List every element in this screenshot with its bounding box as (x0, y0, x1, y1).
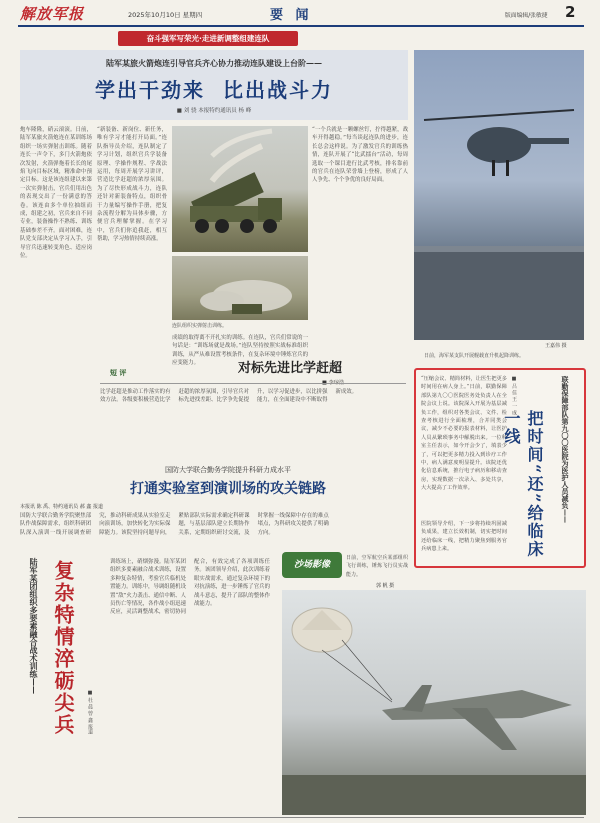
helicopter-photo-credit: 王嘉伟 摄 (545, 343, 567, 349)
commentary-body: 比学赶超是推动工作落实的有效方法。各级要积极营造比学赶超的浓厚氛围，引导官兵对标先进找差距、比学争先促提升，以学习促进步，以比拼强能力，在全面建设中不断取得新成效。 (100, 389, 358, 404)
issue-date: 2025年10月10日 星期四 (128, 11, 203, 19)
section-title: 要 闻 (270, 8, 313, 23)
photo-feature-badge-text: 沙场影像 (293, 560, 330, 570)
boxed-story (414, 368, 586, 568)
sidebar-story-headline: 复杂特情淬砺尖兵 (51, 560, 75, 736)
jet-landing-photo (282, 590, 586, 815)
commentary-rule (100, 383, 406, 384)
lead-photo-caption: 连队组织实弹射击训练。 (172, 323, 228, 329)
sidebar-story-byline: ■ 杜 晨 曾 鑫 报道 (87, 690, 93, 734)
sidebar-story-unit: 陆军某团组织多要素融合战术训练—— (29, 558, 39, 694)
lead-subtitle: 陆军某旅火箭炮连引导官兵齐心协力推动连队建设上台阶—— (106, 58, 322, 68)
launch-smoke-illustration (172, 256, 308, 320)
lead-col-4: 成绩的取得离不开扎实的训练。在连队，官兵们常说的一句话是：“训练场就是战场。”连队坚持按照实战标准组织训练，从严从难设置考核条件，在复杂环境中锤炼官兵的应变能力。 (172, 335, 308, 367)
header-rule (18, 25, 584, 27)
photo-feature-caption: 日前，空军航空兵某部组织飞行训练，锤炼飞行员实战能力。 (346, 555, 408, 578)
lead-story-header (20, 50, 408, 120)
lab-subtitle: 国防大学联合勤务学院提升科研力成水平 (165, 466, 291, 474)
lab-title: 打通实验室到演训场的攻关链路 (130, 481, 326, 497)
theme-banner (118, 31, 298, 46)
jet-illustration (282, 590, 586, 815)
page-number: 2 (565, 3, 576, 21)
commentary-title: 对标先进比学赶超 (238, 361, 343, 376)
helicopter-photo (414, 50, 584, 340)
lab-body: 国防大学联合勤务学院聚焦部队作战保障需求，组织科研团队深入演训一线开展调查研究，推动科研成果从实验室走向演训场，加快转化为实际保障能力。该院坚持问题导向，紧贴部队实际需求确定科研课题，与基层部队建立长期协作关系，定期组织研讨交流，及时掌握一线保障中存在的难点堵点，为科研攻关提供了明确方向。 (20, 513, 329, 536)
lead-title: 学出干劲来 比出战斗力 (95, 78, 333, 102)
lead-byline: ■ 刘 骁 本报特约通讯员 杨 峰 (176, 108, 252, 114)
photo-feature-credit: 郭 帆 摄 (376, 583, 395, 589)
bottom-article-body: 训练场上，硝烟弥漫。陆军某团组织多要素融合战术训练，设置多种复杂特情，考验官兵临机处置能力。训练中，导调组随机设置“敌”火力袭击、通信中断、人员伤亡等情况，各作战小组迅速反应，灵活调整战术，密切协同配合，有效完成了各项训练任务。该团领导介绍，此次训练着眼实战需求，通过复杂环境下的对抗演练，进一步锤炼了官兵的战斗意志，提升了部队的整体作战能力。 (110, 559, 270, 616)
commentary-tag-box (110, 360, 146, 377)
rocket-launcher-illustration (172, 126, 308, 252)
theme-banner-text: 奋斗强军写荣光·走进新调整组建连队 (146, 34, 270, 43)
boxed-story-byline: ■ 吕 佳 王 一 成 (511, 376, 517, 415)
photo-feature-badge (282, 552, 342, 578)
bottom-rule (18, 817, 584, 818)
paper-name: 解放军报 (20, 5, 85, 23)
boxed-story-body-2: 医院领导介绍，下一步将持续巩固减负成果，建立长效机制，切实把时间还给临床一线，把精力聚焦到服务官兵病患上来。 (421, 521, 507, 553)
rocket-launcher-photo (172, 126, 308, 252)
commentary-tag: 短 评 (110, 368, 127, 377)
helicopter-photo-caption: 日前，海军某支队开展舰载直升机起降训练。 (424, 353, 525, 359)
launch-photo (172, 256, 308, 320)
boxed-story-headline: 把时间“还”给临床一线 (502, 410, 544, 559)
boxed-story-body: “压缩会议、精简材料，让医生把更多时间用在病人身上。”日前，联勤保障部队第九〇〇医院医务处负责人在全院会议上说。该院深入开展为基层减负工作，组织对各类会议、文件、检查考核进行全面梳理，合并同类会议，减少不必要的报表材料，让医护人员从繁琐事务中解脱出来。一位科室主任表示，如今开会少了，填表少了，可以把更多精力投入到诊疗工作中，病人满意度明显提升。该院还优化信息系统，推行电子病历和移动查房，实现数据一次录入、多处共享，大大提高了工作效率。 (421, 376, 507, 492)
lab-byline: 本报讯 陈 禹、特约通讯员 郝 鑫 报道 (20, 504, 103, 510)
lead-col-1: 炮车隆隆，硝云滚滚。日前，陆军某旅火箭炮连在某训练场组织一场实弹射击训练。随着连长一声令下，多门火箭炮依次发射，火箭弹拖着长长的尾焰飞向目标区域，精准命中预定目标。这是该连组建以来第一次实弹射击，官兵们用出色的表现交出了一份满意的答卷。该连由多个单位抽组而成，组建之初，官兵来自不同专业，装备操作不熟练、训练基础参差不齐。面对困难，连队党支部决定从学习入手，引导官兵迅速转变角色、适应岗位。 (20, 127, 92, 260)
helicopter-illustration (414, 50, 584, 340)
lead-col-2: “新装备、新岗位、新任务，唯有学习才能打开局面。”连队指导员介绍，连队制定了学习计划，组织官兵学装备原理、学操作规程、学战法运用，每周开展学习讲评，营造比学赶超的浓厚氛围。为了尽快形成战斗力，连队还针对新装备特点，组织骨干力量编写操作手册，把复杂流程分解为具体步骤，方便官兵理解掌握。在学习中，官兵们你追我赶，相互帮助，学习热情持续高涨。 (97, 127, 167, 243)
masthead (0, 0, 600, 26)
boxed-story-kicker: 联勤保障部队第九〇〇医院为医护人员减负—— (561, 376, 570, 523)
lead-col-3: “一个兵就是一颗螺丝钉，拧得越紧，战车开得越稳。”每当谈起连队的进步，连长总会这样说。为了激发官兵的训练热情，连队开展了“比武擂台”活动，每周选取一个课目进行比武考核，排名靠前的官兵在连队荣誉墙上登榜，形成了人人争先、个个争优的良好局面。 (312, 127, 408, 184)
page-editor: 版面编辑/张敏捷 (505, 13, 548, 19)
